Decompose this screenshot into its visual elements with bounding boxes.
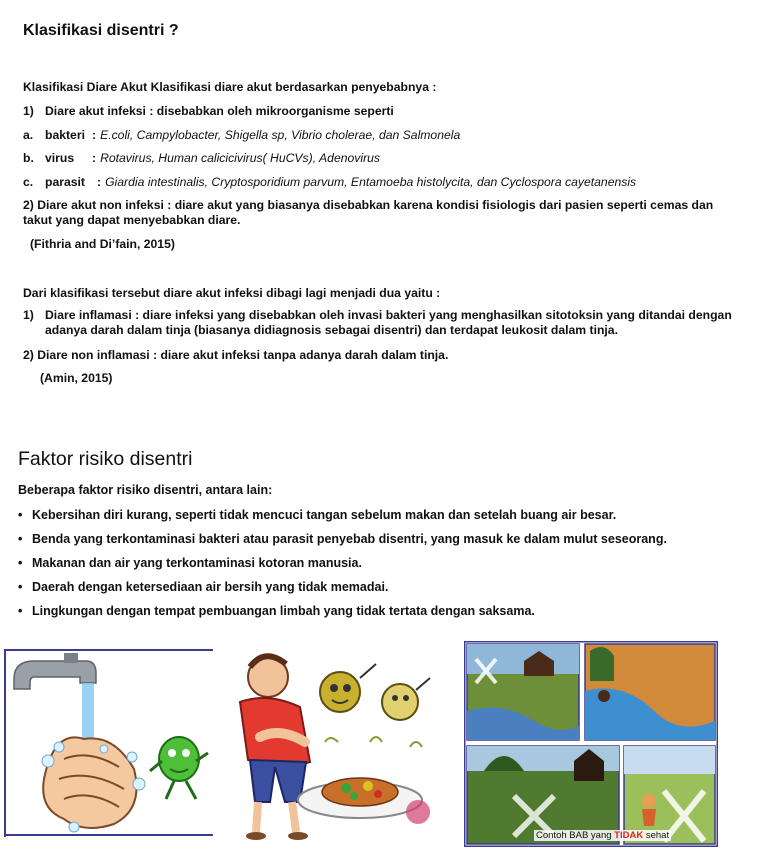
list-item: • Makanan dan air yang terkontaminasi kotoran manusia. — [18, 556, 362, 570]
item-1 — [23, 104, 394, 119]
sub-item-name: virus — [45, 151, 75, 165]
sub-item-letter: c. — [23, 175, 34, 189]
paragraph-2: Dari klasifikasi tersebut diare akut infeksi dibagi lagi menjadi dua yaitu : — [23, 286, 441, 300]
page-title: Klasifikasi disentri ? — [23, 22, 179, 39]
sub-item-sep: : — [97, 175, 102, 189]
sub-item-c — [23, 175, 636, 190]
sub-item-letter: b. — [23, 151, 34, 165]
item-1-number: 1) — [23, 104, 34, 118]
list-item-text: Lingkungan dengan tempat pembuangan limbah yang tidak tertata dengan saksama. — [32, 604, 535, 618]
item-1-text: Diare akut infeksi : disebabkan oleh mikroorganisme seperti — [45, 104, 394, 118]
sub-item-letter: a. — [23, 128, 34, 142]
list-item: • Lingkungan dengan tempat pembuangan limbah yang tidak tertata dengan saksama. — [18, 604, 535, 618]
sub-item-a — [23, 128, 460, 143]
sick-man-illustration — [220, 642, 438, 842]
sanitation-scenes-icon — [464, 641, 718, 847]
list-item: • Kebersihan diri kurang, seperti tidak mencuci tangan sebelum makan dan setelah buang air besar. — [18, 508, 617, 522]
unhealthy-defecation-illustration — [464, 641, 718, 847]
section-title: Faktor risiko disentri — [18, 448, 193, 470]
sub-item-name: bakteri — [45, 128, 85, 142]
list-item-text: Daerah dengan ketersediaan air bersih yang tidak memadai. — [32, 580, 389, 594]
list-item: • Benda yang terkontaminasi bakteri atau parasit penyebab disentri, yang masuk ke dalam mulut seseorang. — [18, 532, 667, 546]
sub-item-sep: : — [92, 128, 97, 142]
citation-1: (Fithria and Di’fain, 2015) — [30, 237, 175, 251]
section-intro: Beberapa faktor risiko disentri, antara lain: — [18, 483, 273, 497]
inflamasi-item-1-number: 1) — [23, 308, 34, 322]
inflamasi-item-1-text: Diare inflamasi : diare infeksi yang disebabkan oleh invasi bakteri yang menghasilkan sitotoksin yang ditandai dengan adanya darah dalam tinja (biasanya didiagnosis sebagai disentri) dan terdapat leukosit dalam tinja. — [45, 308, 732, 337]
handwashing-illustration — [4, 649, 213, 837]
inflamasi-item-2: 2) Diare non inflamasi : diare akut infeksi tanpa adanya darah dalam tinja. — [23, 348, 449, 362]
caption-suffix: sehat — [643, 830, 670, 841]
sub-item-b — [23, 151, 380, 166]
sub-item-name: parasit — [45, 175, 85, 189]
list-item-text: Kebersihan diri kurang, seperti tidak mencuci tangan sebelum makan dan setelah buang air besar. — [32, 508, 617, 522]
intro-text: Klasifikasi Diare Akut Klasifikasi diare akut berdasarkan penyebabnya : — [23, 80, 437, 94]
sub-item-examples: Giardia intestinalis, Cryptosporidium parvum, Entamoeba histolycita, dan Cyclospora cayetanensis — [105, 175, 637, 189]
inflamasi-item-1 — [23, 308, 738, 338]
scene-caption — [534, 830, 671, 841]
caption-highlight: TIDAK — [614, 830, 644, 841]
list-item: • Daerah dengan ketersediaan air bersih yang tidak memadai. — [18, 580, 389, 594]
list-item-text: Benda yang terkontaminasi bakteri atau parasit penyebab disentri, yang masuk ke dalam mulut seseorang. — [32, 532, 667, 546]
sub-item-examples: E.coli, Campylobacter, Shigella sp, Vibrio cholerae, dan Salmonela — [100, 128, 461, 142]
list-item-text: Makanan dan air yang terkontaminasi kotoran manusia. — [32, 556, 362, 570]
stomach-ache-icon — [220, 642, 438, 842]
item-2: 2) Diare akut non infeksi : diare akut yang biasanya disebabkan karena kondisi fisiologis dari pasien seperti cemas dan takut yang dapat menyebabkan diare. — [23, 198, 714, 227]
caption-prefix: Contoh BAB yang — [536, 830, 615, 841]
sub-item-examples: Rotavirus, Human calicicivirus( HuCVs), Adenovirus — [100, 151, 381, 165]
handwashing-icon — [4, 649, 213, 837]
citation-2: (Amin, 2015) — [40, 371, 113, 385]
sub-item-sep: : — [92, 151, 97, 165]
